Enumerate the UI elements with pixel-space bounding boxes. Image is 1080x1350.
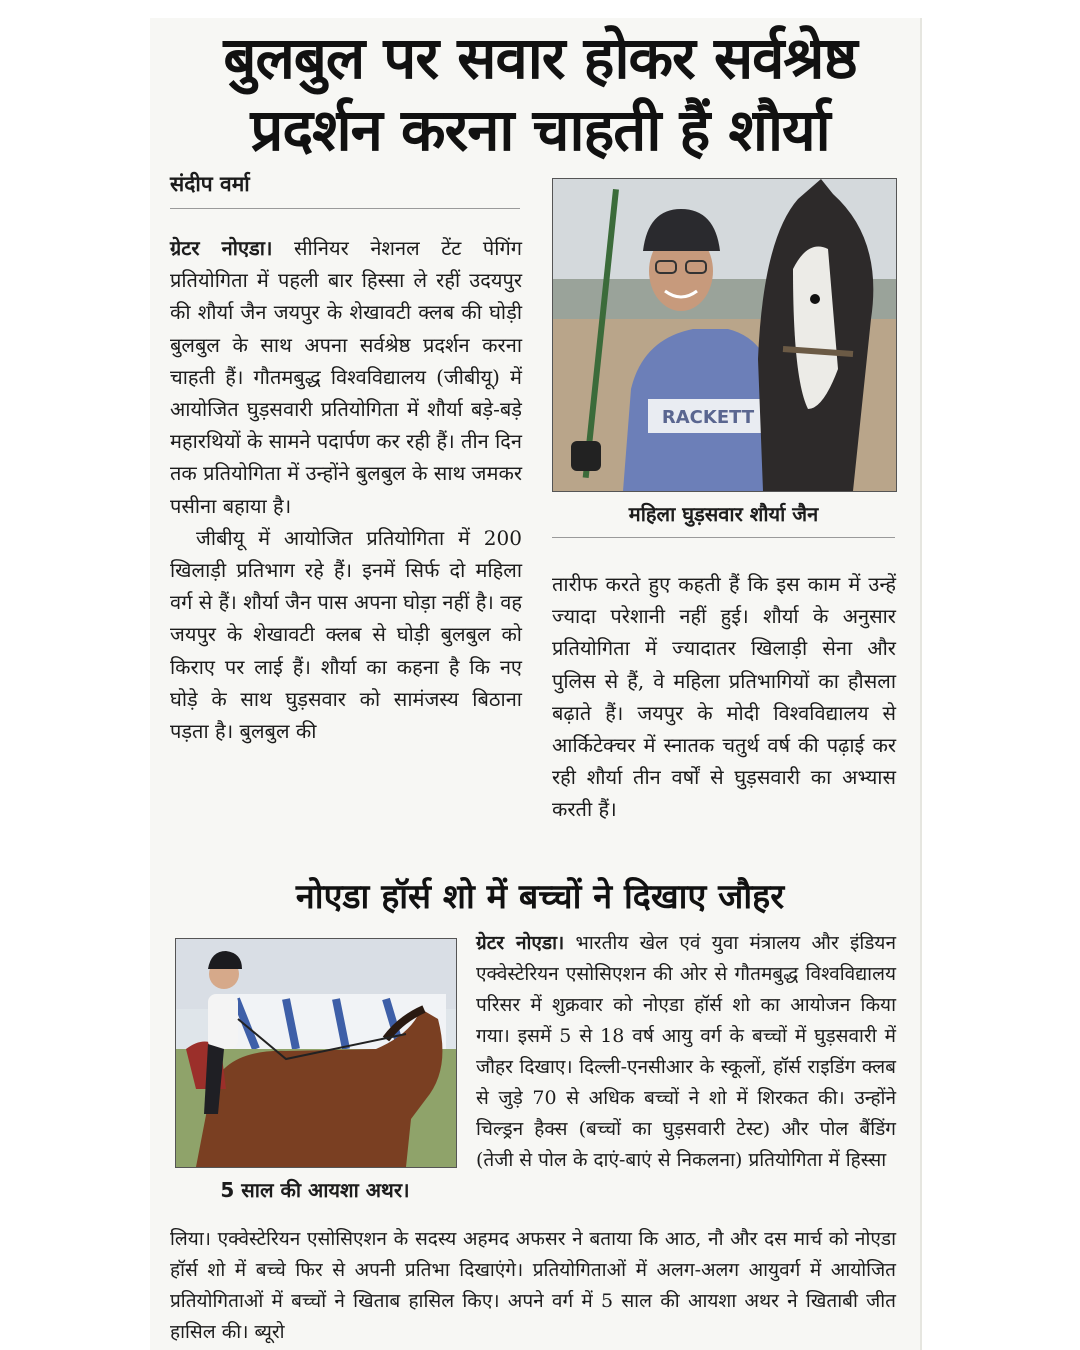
dateline-2: ग्रेटर नोएडा।	[476, 932, 565, 954]
article-column-left	[170, 232, 522, 747]
article-paragraph-1	[170, 232, 522, 522]
child-rider-photo	[175, 938, 457, 1168]
child-photo-caption: 5 साल की आयशा अथर।	[220, 1178, 410, 1202]
main-headline: बुलबुल पर सवार होकर सर्वश्रेष्ठ प्रदर्शन करना चाहती हैं शौर्या	[223, 24, 857, 164]
article-paragraph-2: जीबीयू में आयोजित प्रतियोगिता में 200 खिलाड़ी प्रतिभाग रहे हैं। इनमें सिर्फ दो महिला वर्ग से हैं। शौर्या जैन पास अपना घोड़ा नहीं है। वह जयपुर के शेखावटी क्लब से घोड़ी बुलबुल को किराए पर लाई हैं। शौर्या का कहना है कि नए घोड़े के साथ घुड़सवार को सामंजस्य बिठाना पड़ता है। बुलबुल की	[170, 525, 522, 744]
article2-column-bottom	[170, 1224, 896, 1348]
article2-paragraph-1-text: भारतीय खेल एवं युवा मंत्रालय और इंडियन एक्वेस्टेरियन एसोसिएशन की ओर से गौतमबुद्ध विश्वविद्यालय परिसर में शुक्रवार को नोएडा हॉर्स शो का आयोजन किया गया। इसमें 5 से 18 वर्ष आयु वर्ग के बच्चों में घुड़सवारी में जौहर दिखाए। दिल्ली-एनसीआर के स्कूलों, हॉर्स राइडिंग क्लब से जुड़े 70 से अधिक बच्चों ने शो में शिरकत की। उन्होंने चिल्ड्रन हैक्स (बच्चों का घुड़सवारी टेस्ट) और पोल बैंडिंग (तेजी से पोल के दाएं-बाएं से निकलना) प्रतियोगिता में हिस्सा	[476, 932, 896, 1171]
child-shirt	[208, 994, 238, 1049]
rider-photo-illustration	[553, 179, 896, 491]
second-headline: नोएडा हॉर्स शो में बच्चों ने दिखाए जौहर	[295, 877, 785, 917]
photo-caption: महिला घुड़सवार शौर्या जैन	[552, 500, 895, 538]
paragraph-1-text: सीनियर नेशनल टेंट पेगिंग प्रतियोगिता में पहली बार हिस्सा ले रहीं उदयपुर की शौर्या जैन जयपुर के शेखावटी क्लब की घोड़ी बुलबुल के साथ अपना सर्वश्रेष्ठ प्रदर्शन करना चाहती हैं। गौतमबुद्ध विश्वविद्यालय (जीबीयू) में आयोजित घुड़सवारी प्रतियोगिता में शौर्या बड़े-बड़े महारथियों के सामने पदार्पण कर रही हैं। तीन दिन तक प्रतियोगिता में उन्होंने बुलबुल के साथ जमकर पसीना बहाया है।	[170, 236, 522, 518]
child-rider-photo-illustration	[176, 939, 456, 1167]
article2-paragraph-2: लिया। एक्वेस्टेरियन एसोसिएशन के सदस्य अहमद अफसर ने बताया कि आठ, नौ और दस मार्च को नोएडा हॉर्स शो में बच्चे फिर से अपनी प्रतिभा दिखाएंगे। प्रतियोगिताओं में अलग-अलग आयुवर्ग में आयोजित प्रतियोगिताओं में बच्चों ने खिताब हासिल किए। अपने वर्ग में 5 साल की आयशा अथर ने खिताबी जीत हासिल की। ब्यूरो	[170, 1228, 896, 1343]
article2-paragraph-1	[476, 928, 896, 1176]
jersey-text: RACKETT	[661, 407, 755, 428]
dateline: ग्रेटर नोएडा।	[170, 236, 273, 260]
rider-photo	[552, 178, 897, 492]
article-paragraph-3: तारीफ करते हुए कहती हैं कि इस काम में उन्हें ज्यादा परेशानी नहीं हुई। शौर्या के अनुसार प्रतियोगिता में ज्यादातर खिलाड़ी सेना और पुलिस से हैं, वे महिला प्रतिभागियों का हौसला बढ़ाते हैं। जयपुर के मोदी विश्वविद्यालय से आर्किटेक्चर में स्नातक चतुर्थ वर्ष की पढ़ाई कर रही शौर्या तीन वर्षों से घुड़सवारी का अभ्यास करती हैं।	[552, 572, 896, 822]
byline: संदीप वर्मा	[170, 170, 520, 209]
article-column-right	[552, 568, 896, 826]
article2-column	[476, 928, 896, 1176]
horse-eye	[810, 294, 820, 304]
rider-glove	[571, 441, 601, 471]
